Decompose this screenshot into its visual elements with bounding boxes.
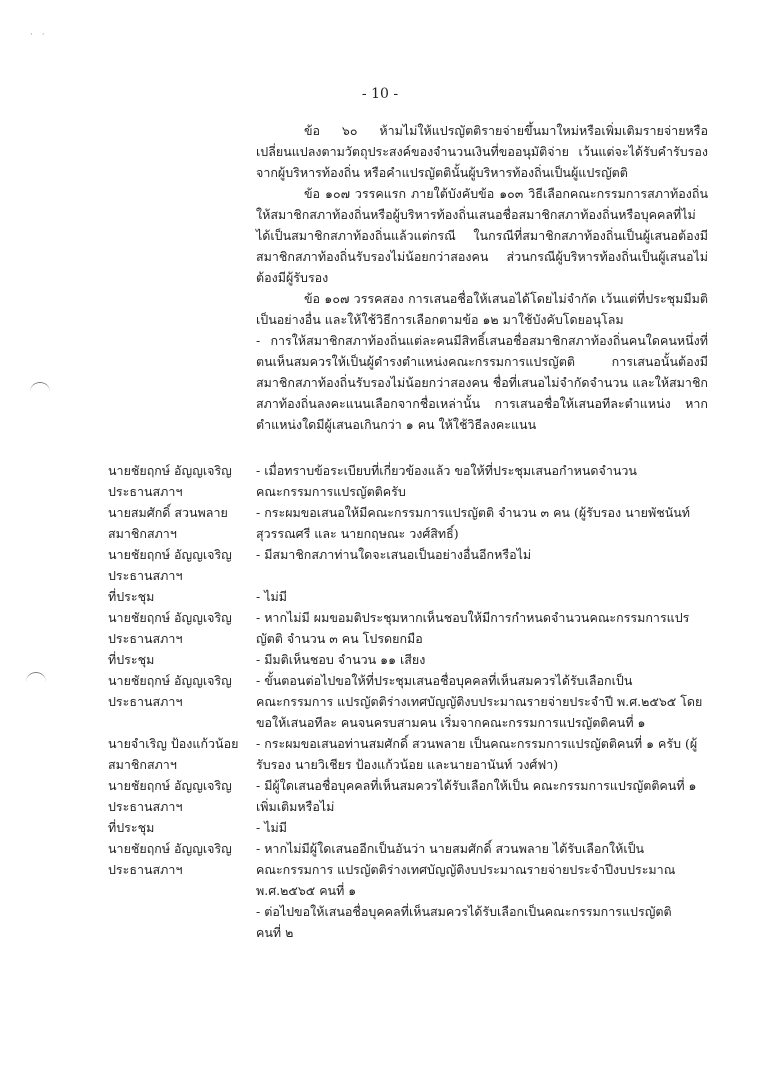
speech-line: - ไม่มี — [256, 589, 287, 604]
speaker-line: สมาชิกสภาฯ — [108, 757, 177, 772]
margin-mark — [30, 382, 50, 393]
speech-line: ขอให้เสนอทีละ คนจนครบสามคน เริ่มจากคณะกรรมการแปรญัตติคนที่ ๑ — [256, 715, 646, 730]
speech — [256, 544, 718, 586]
speaker-line: นายชัยฤกษ์ อัญญเจริญ — [108, 778, 232, 793]
speaker-line: ประธานสภาฯ — [108, 568, 183, 583]
speaker-line: ประธานสภาฯ — [108, 694, 183, 709]
speech-line: สุวรรณศรี และ นายกฤษณะ วงศ์สิทธิ์) — [256, 526, 459, 541]
speech-line: - มีสมาชิกสภาท่านใดจะเสนอเป็นอย่างอื่นอีกหรือไม่ — [256, 547, 532, 562]
speech-line: คณะกรรมการ แปรญัตติร่างเทศบัญญัติงบประมาณรายจ่ายประจำปีงบประมาณ — [256, 862, 676, 877]
paragraph: ข้อ ๑๐๗ วรรคแรก ภายใต้บังคับข้อ ๑๐๓ วิธีเลือกคณะกรรมการสภาท้องถิ่นให้สมาชิกสภาท้องถิ่นหรือผู้บริหารท้องถิ่นเสนอชื่อสมาชิกสภาท้องถิ่นหรือบุคคลที่ไม่ได้เป็นสมาชิกสภาท้องถิ่นแล้วแต่กรณี ในกรณีที่สมาชิกสภาท้องถิ่นเป็นผู้เสนอต้องมีสมาชิกสภาท้องถิ่นรับรองไม่น้อยกว่าสองคน ส่วนกรณีผู้บริหารท้องถิ่นเป็นผู้เสนอไม่ต้องมีผู้รับรอง — [256, 186, 708, 285]
speaker-line: ที่ประชุม — [108, 652, 155, 667]
minutes-row — [108, 607, 718, 649]
speaker-line: นายชัยฤกษ์ อัญญเจริญ — [108, 547, 232, 562]
speaker — [108, 775, 256, 817]
minutes-row — [108, 817, 718, 838]
speech — [256, 607, 718, 649]
margin-mark — [26, 672, 46, 683]
speech — [256, 460, 718, 502]
speaker-line: ที่ประชุม — [108, 589, 155, 604]
speaker-line: นายชัยฤกษ์ อัญญเจริญ — [108, 463, 232, 478]
speech-line: - กระผมขอเสนอให้มีคณะกรรมการแปรญัตติ จำนวน ๓ คน (ผู้รับรอง นายพัชนันท์ — [256, 505, 691, 520]
speaker-line: ประธานสภาฯ — [108, 799, 183, 814]
speaker — [108, 460, 256, 502]
speech-line: - ขั้นตอนต่อไปขอให้ที่ประชุมเสนอชื่อบุคคลที่เห็นสมควรได้รับเลือกเป็น — [256, 673, 633, 688]
speech-line: - ต่อไปขอให้เสนอชื่อบุคคลที่เห็นสมควรได้รับเลือกเป็นคณะกรรมการแปรญัตติ — [256, 904, 672, 919]
speech-line: - หากไม่มี ผมขอมติประชุมหากเห็นชอบให้มีการกำหนดจำนวนคณะกรรมการแปร — [256, 610, 690, 625]
page-number: - 10 - — [361, 86, 399, 102]
speaker-line: นายชัยฤกษ์ อัญญเจริญ — [108, 841, 232, 856]
minutes-row — [108, 544, 718, 586]
speaker — [108, 586, 256, 607]
speech-line: คนที่ ๒ — [256, 925, 294, 940]
speech-line: - กระผมขอเสนอท่านสมศักดิ์ สวนพลาย เป็นคณะกรรมการแปรญัตติคนที่ ๑ ครับ (ผู้ — [256, 736, 698, 751]
speech-line: รับรอง นายวิเชียร ป้องแก้วน้อย และนายอานันท์ วงศ์ฟา) — [256, 757, 559, 772]
speech — [256, 775, 718, 817]
speaker — [108, 649, 256, 670]
speaker-line: ประธานสภาฯ — [108, 862, 183, 877]
speech-line: - มีผู้ใดเสนอชื่อบุคคลที่เห็นสมควรได้รับเลือกให้เป็น คณะกรรมการแปรญัตติคนที่ ๑ — [256, 778, 697, 793]
speech — [256, 670, 718, 733]
minutes-row — [108, 649, 718, 670]
minutes-row — [108, 670, 718, 733]
speech-line: - ไม่มี — [256, 820, 287, 835]
speaker-line: ประธานสภาฯ — [108, 631, 183, 646]
minutes-row — [108, 502, 718, 544]
minutes-row — [108, 838, 718, 943]
speech-line: ญัตติ จำนวน ๓ คน โปรดยกมือ — [256, 631, 423, 646]
speaker — [108, 733, 256, 775]
paragraph: - การให้สมาชิกสภาท้องถิ่นแต่ละคนมีสิทธิ์เสนอชื่อสมาชิกสภาท้องถิ่นคนใดคนหนึ่งที่ตนเห็นสมควรให้เป็นผู้ดำรงตำแหน่งคณะกรรมการแปรญัตติ การเสนอนั้นต้องมีสมาชิกสภาท้องถิ่นรับรองไม่น้อยกว่าสองคน ชื่อที่เสนอไม่จำกัดจำนวน และให้สมาชิกสภาท้องถิ่นลงคะแนนเลือกจากชื่อเหล่านั้น การเสนอชื่อให้เสนอทีละตำแหน่ง หากตำแหน่งใดมีผู้เสนอเกินกว่า ๑ คน ให้ใช้วิธีลงคะแนน — [256, 333, 708, 432]
speech — [256, 817, 718, 838]
speaker-line: ที่ประชุม — [108, 820, 155, 835]
minutes-rows — [108, 460, 718, 943]
speech-line: เพิ่มเติมหรือไม่ — [256, 799, 335, 814]
paragraph: ข้อ ๑๐๗ วรรคสอง การเสนอชื่อให้เสนอได้โดยไม่จำกัด เว้นแต่ที่ประชุมมีมติเป็นอย่างอื่น และให้ใช้วิธีการเลือกตามข้อ ๑๒ มาใช้บังคับโดยอนุโลม — [256, 291, 708, 327]
speech — [256, 838, 718, 943]
speaker — [108, 502, 256, 544]
speech-line: คณะกรรมการ แปรญัตติร่างเทศบัญญัติงบประมาณรายจ่ายประจำปี พ.ศ.๒๕๖๕ โดย — [256, 694, 703, 709]
speaker — [108, 838, 256, 943]
scan-artifact: · · — [30, 30, 48, 40]
speech-line: - มีมติเห็นชอบ จำนวน ๑๑ เสียง — [256, 652, 426, 667]
intro-text — [256, 120, 708, 435]
speech — [256, 586, 718, 607]
minutes-row — [108, 733, 718, 775]
speech-line: - หากไม่มีผู้ใดเสนออีกเป็นอันว่า นายสมศักดิ์ สวนพลาย ได้รับเลือกให้เป็น — [256, 841, 645, 856]
speech — [256, 502, 718, 544]
speech — [256, 649, 718, 670]
minutes-row — [108, 586, 718, 607]
paragraph: ข้อ ๖๐ ห้ามไม่ให้แปรญัตติรายจ่ายขึ้นมาใหม่หรือเพิ่มเติมรายจ่ายหรือเปลี่ยนแปลงตามวัตถุประสงค์ของจำนวนเงินที่ขออนุมัติจ่าย เว้นแต่จะได้รับคำรับรองจากผู้บริหารท้องถิ่น หรือคำแปรญัตตินั้นผู้บริหารท้องถิ่นเป็นผู้แปรญัตติ — [256, 123, 708, 180]
speech-line: พ.ศ.๒๕๖๕ คนที่ ๑ — [256, 883, 357, 898]
speech-line: - เมื่อทราบข้อระเบียบที่เกี่ยวข้องแล้ว ขอให้ที่ประชุมเสนอกำหนดจำนวน — [256, 463, 637, 478]
speaker — [108, 607, 256, 649]
speaker-line: ประธานสภาฯ — [108, 484, 183, 499]
minutes-row — [108, 775, 718, 817]
speaker-line: นายสมศักดิ์ สวนพลาย — [108, 505, 228, 520]
speaker — [108, 670, 256, 733]
minutes-row — [108, 460, 718, 502]
speaker-line: นายจำเริญ ป้องแก้วน้อย — [108, 736, 239, 751]
speaker-line: นายชัยฤกษ์ อัญญเจริญ — [108, 610, 232, 625]
speaker — [108, 544, 256, 586]
speaker-line: สมาชิกสภาฯ — [108, 526, 177, 541]
speech — [256, 733, 718, 775]
speaker — [108, 817, 256, 838]
speech-line: คณะกรรมการแปรญัตติครับ — [256, 484, 406, 499]
speaker-line: นายชัยฤกษ์ อัญญเจริญ — [108, 673, 232, 688]
